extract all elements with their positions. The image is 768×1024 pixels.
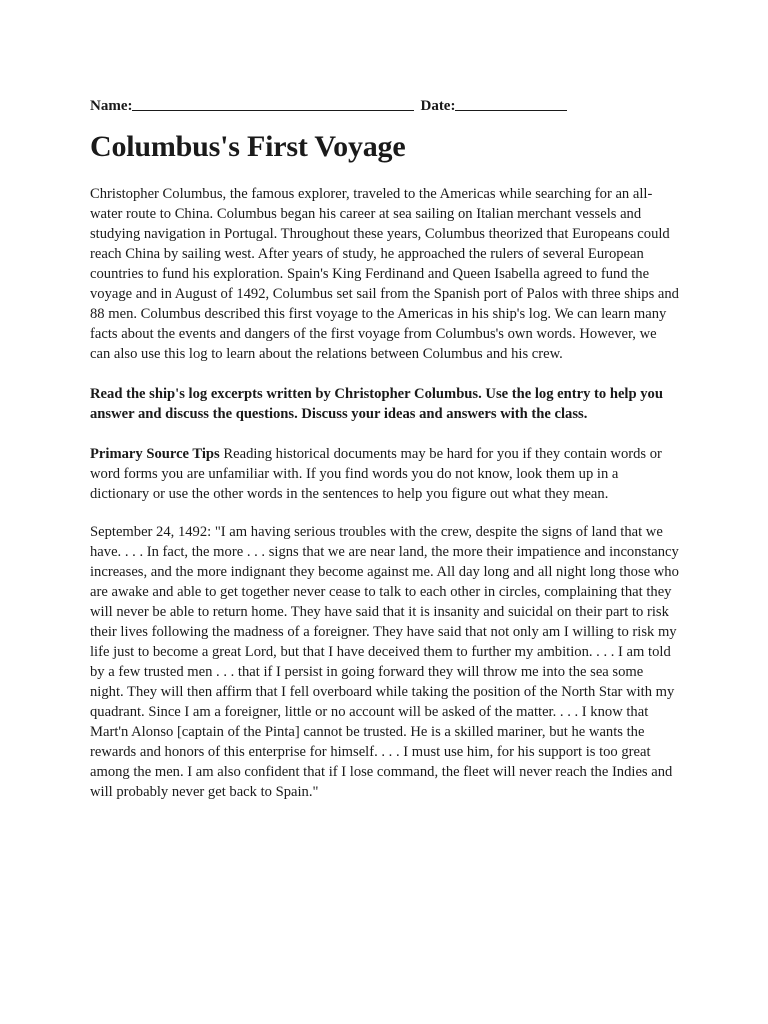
instructions-paragraph: Read the ship's log excerpts written by Christopher Columbus. Use the log entry to help you answer and discuss the questions. Discuss your ideas and answers with the class.: [90, 386, 663, 422]
intro-paragraph: Christopher Columbus, the famous explorer, traveled to the Americas while searching for an all-water route to China. Columbus began his career at sea sailing on Italian merchant vessels and studying navigation in Portugal. Throughout these years, Columbus theorized that Europeans could reach China by sailing west. After years of study, he approached the rulers of several European countries to fund his exploration. Spain's King Ferdinand and Queen Isabella agreed to fund the voyage and in August of 1492, Columbus set sail from the Spanish port of Palos with three ships and 88 men. Columbus described this first voyage to the Americas in his ship's log. We can learn many facts about the events and dangers of the first voyage from Columbus's own words. However, we can also use this log to learn about the relations between Columbus and his crew.: [90, 186, 679, 362]
tips-text: Reading historical documents may be hard for you if they contain words or word forms you are unfamiliar with. If you find words you do not know, look them up in a dictionary or use the other words in the sentences to help you figure out what they mean.: [90, 446, 662, 502]
log-entry: September 24, 1492: "I am having serious troubles with the crew, despite the signs of land that we have. . . . In fact, the more . . . signs that we are near land, the more their impatience and inconstancy increases, and the more indignant they become against me. All day long and all night long those who are awake and able to get together never cease to talk to each other in circles, complaining that they will never be able to return home. They have said that it is insanity and suicidal on their part to risk their lives following the madness of a foreigner. They have said that not only am I willing to risk my life just to become a great Lord, but that I have deceived them to further my ambition. . . . I am told by a few trusted men . . . that if I persist in going forward they will throw me into the sea some night. They will then affirm that I fell overboard while taking the position of the North Star with my quadrant. Since I am a foreigner, little or no account will be asked of the matter. . . . I know that Mart'n Alonso [captain of the Pinta] cannot be trusted. He is a skilled mariner, but he wants the rewards and honors of this enterprise for himself. . . . I must use him, for his support is too great among the men. I am also confident that if I lose command, the fleet will never reach the Indies and will probably never get back to Spain.": [90, 524, 679, 800]
primary-source-tips: [90, 444, 680, 504]
name-date-line: [90, 94, 680, 120]
date-label: Date:: [420, 98, 456, 114]
name-blank: [132, 94, 414, 111]
date-blank: [455, 94, 567, 111]
worksheet-page: [90, 94, 680, 802]
page-title: Columbus's First Voyage: [90, 130, 406, 163]
tips-title: Primary Source Tips: [90, 446, 220, 462]
name-label: Name:: [90, 98, 133, 114]
